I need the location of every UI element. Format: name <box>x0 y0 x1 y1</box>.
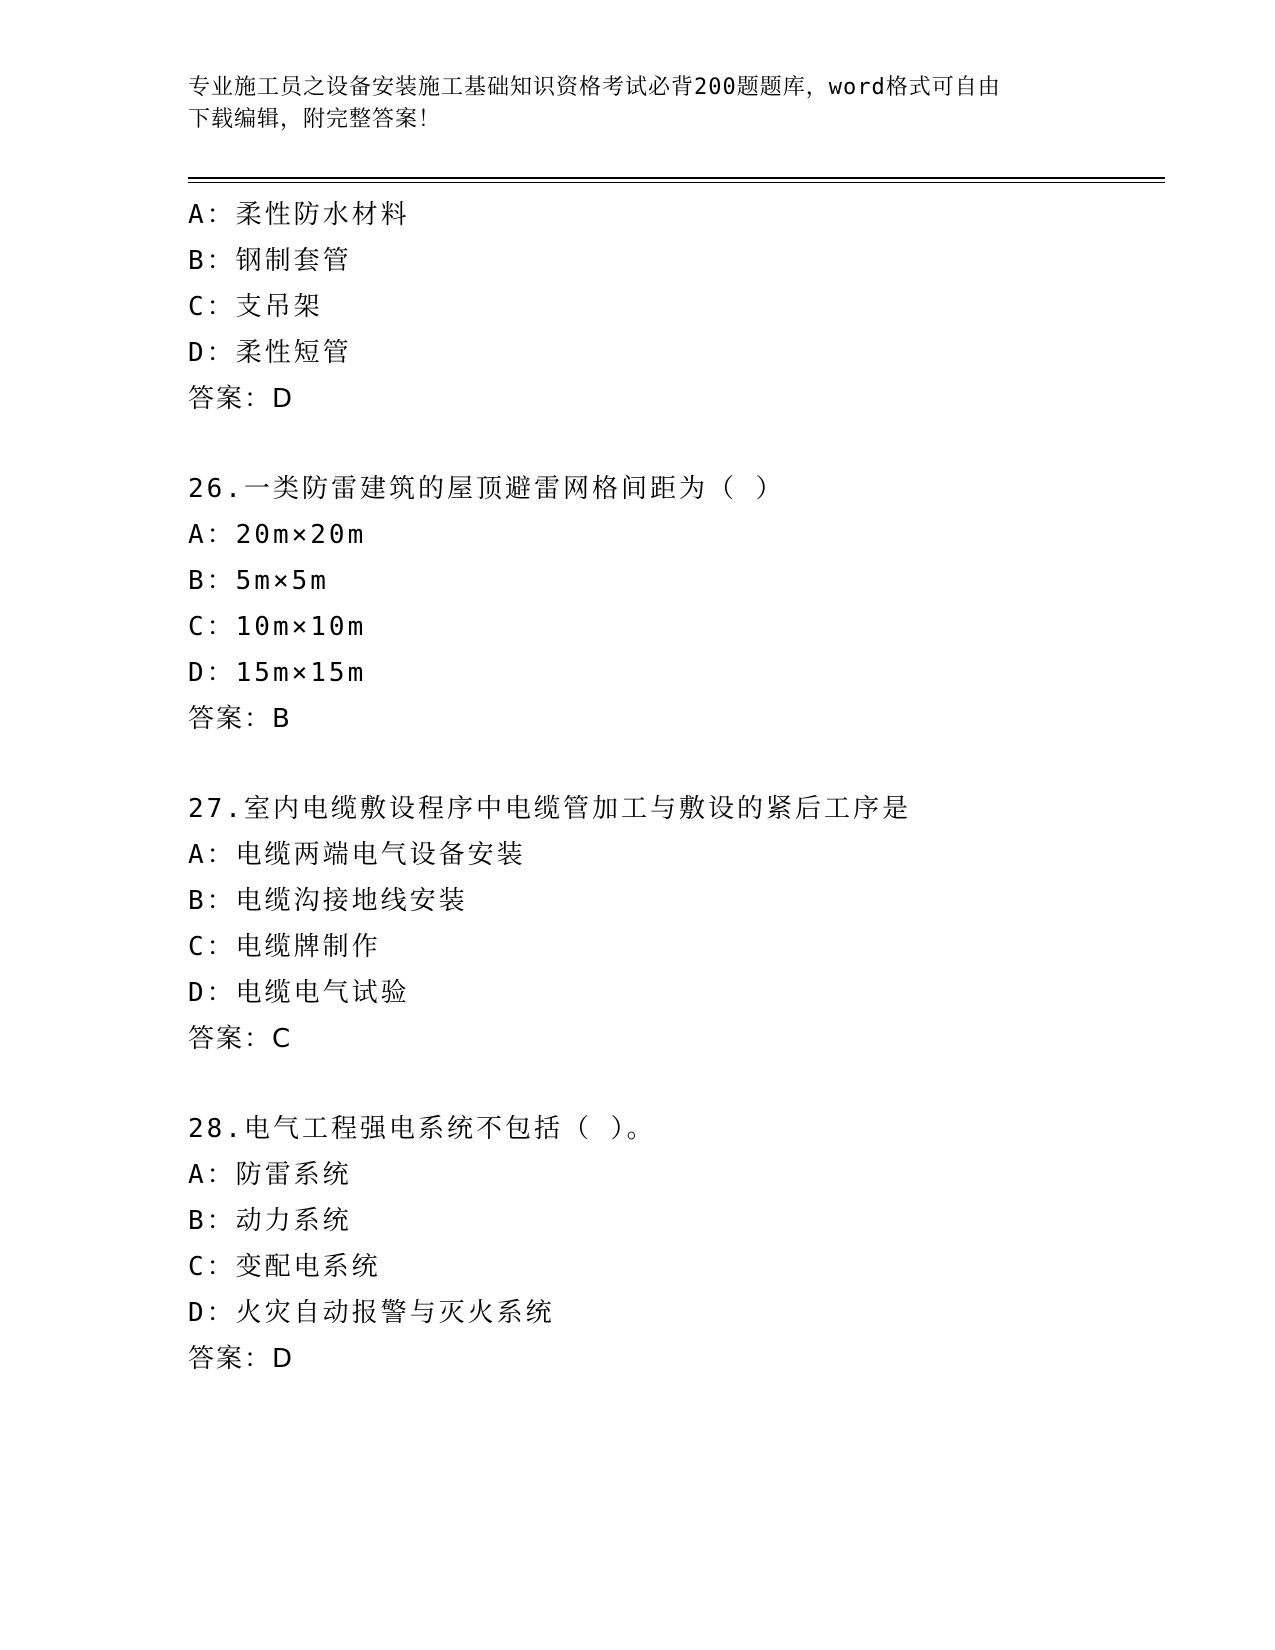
option-text: 10m×10m <box>235 612 367 642</box>
option-label: B： <box>188 886 236 916</box>
option-text: 火灾自动报警与灭火系统 <box>235 1298 555 1328</box>
header-line-2: 下载编辑，附完整答案！ <box>188 107 442 132</box>
option-label: A： <box>188 520 236 550</box>
header-line-1: 专业施工员之设备安装施工基础知识资格考试必背200题题库，word格式可自由 <box>188 75 1001 100</box>
option-text: 柔性短管 <box>235 338 352 368</box>
option-text: 变配电系统 <box>235 1252 381 1282</box>
option-label: D： <box>188 658 236 688</box>
option-text: 防雷系统 <box>235 1160 352 1190</box>
option-text: 电缆两端电气设备安装 <box>235 840 526 870</box>
option-text: 电缆电气试验 <box>235 978 410 1008</box>
option-c <box>188 284 1168 330</box>
option-label: D： <box>188 978 236 1008</box>
option-label: B： <box>188 246 236 276</box>
option-label: B： <box>188 566 236 596</box>
option-b <box>188 558 1168 604</box>
question-stem: 26.一类防雷建筑的屋顶避雷网格间距为（ ） <box>188 474 785 504</box>
answer-line: 答案：D <box>188 1344 295 1374</box>
question-block-26 <box>188 466 1168 742</box>
option-text: 5m×5m <box>235 566 329 596</box>
question-stem: 28.电气工程强电系统不包括（ ）。 <box>188 1114 656 1144</box>
option-text: 电缆牌制作 <box>235 932 381 962</box>
option-b <box>188 1198 1168 1244</box>
option-d <box>188 650 1168 696</box>
question-block-28 <box>188 1106 1168 1382</box>
divider-line-thick <box>188 177 1165 179</box>
option-text: 柔性防水材料 <box>235 200 410 230</box>
option-b <box>188 238 1168 284</box>
option-label: D： <box>188 1298 236 1328</box>
question-stem: 27.室内电缆敷设程序中电缆管加工与敷设的紧后工序是 <box>188 794 911 824</box>
option-label: C： <box>188 612 236 642</box>
option-b <box>188 878 1168 924</box>
answer-line: 答案：D <box>188 384 295 414</box>
option-label: A： <box>188 200 236 230</box>
option-label: C： <box>188 1252 236 1282</box>
question-list <box>188 192 1168 1382</box>
option-a <box>188 832 1168 878</box>
option-label: D： <box>188 338 236 368</box>
option-text: 钢制套管 <box>235 246 352 276</box>
option-text: 动力系统 <box>235 1206 352 1236</box>
answer-line: 答案：B <box>188 704 292 734</box>
option-c <box>188 1244 1168 1290</box>
option-label: A： <box>188 1160 236 1190</box>
option-text: 支吊架 <box>235 292 323 322</box>
divider-line-thin <box>188 182 1165 183</box>
option-label: C： <box>188 292 236 322</box>
option-label: B： <box>188 1206 236 1236</box>
option-c <box>188 924 1168 970</box>
option-label: A： <box>188 840 236 870</box>
option-d <box>188 970 1168 1016</box>
option-label: C： <box>188 932 236 962</box>
option-a <box>188 512 1168 558</box>
answer-line: 答案：C <box>188 1024 293 1054</box>
option-d <box>188 1290 1168 1336</box>
question-block-25 <box>188 192 1168 422</box>
question-block-27 <box>188 786 1168 1062</box>
option-text: 电缆沟接地线安装 <box>235 886 468 916</box>
option-a <box>188 192 1168 238</box>
option-text: 15m×15m <box>235 658 367 688</box>
option-text: 20m×20m <box>235 520 367 550</box>
header-divider <box>188 177 1165 183</box>
option-d <box>188 330 1168 376</box>
option-c <box>188 604 1168 650</box>
document-header <box>188 72 1088 136</box>
option-a <box>188 1152 1168 1198</box>
